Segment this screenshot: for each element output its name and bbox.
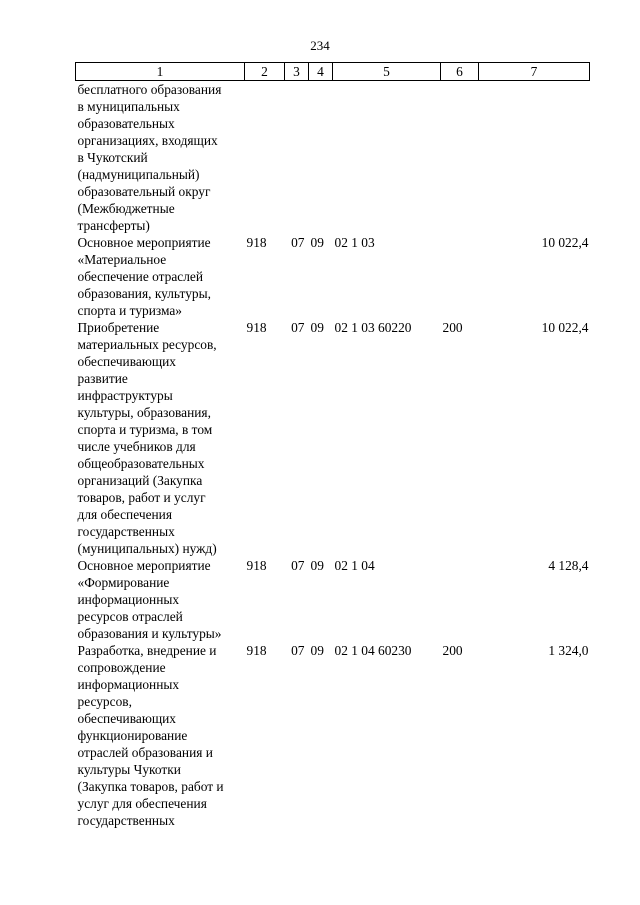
subsection-code-cell: 09 xyxy=(310,558,324,573)
item-name-line: обеспечение отраслей xyxy=(77,269,204,284)
column-header-4: 4 xyxy=(309,63,333,81)
target-item-code-cell xyxy=(333,81,441,235)
item-name-line: образования, культуры, xyxy=(77,286,211,301)
expense-type-code-cell xyxy=(441,557,479,642)
admin-code-cell xyxy=(245,81,285,235)
item-name-line: развитие xyxy=(77,371,128,386)
column-header-6: 6 xyxy=(441,63,479,81)
item-name-line: бесплатного образования xyxy=(77,82,222,97)
item-name-line: организаций (Закупка xyxy=(77,473,203,488)
section-code-cell xyxy=(285,81,309,235)
target-item-code-cell: 02 1 03 60220 xyxy=(334,320,412,335)
column-number-header-row xyxy=(76,63,590,81)
item-name-line: сопровождение xyxy=(77,660,166,675)
item-name-line: услуг для обеспечения xyxy=(77,796,207,811)
item-name-line: для обеспечения xyxy=(77,507,172,522)
section-code-cell: 07 xyxy=(291,643,305,658)
item-name-cell xyxy=(76,319,245,557)
item-name-line: общеобразовательных xyxy=(77,456,205,471)
item-name-line: образования и культуры» xyxy=(77,626,222,641)
item-name-line: «Формирование xyxy=(77,575,170,590)
subsection-code-cell: 09 xyxy=(310,643,324,658)
item-name-line: культуры Чукотки xyxy=(77,762,181,777)
item-name-line: функционирование xyxy=(77,728,188,743)
item-name-line: (Закупка товаров, работ и xyxy=(77,779,224,794)
item-name-line: культуры, образования, xyxy=(77,405,211,420)
item-name-line: числе учебников для xyxy=(77,439,196,454)
section-code-cell: 07 xyxy=(291,235,305,250)
table-row xyxy=(76,81,590,235)
table-row xyxy=(76,319,590,557)
item-name-line: трансферты) xyxy=(77,218,150,233)
column-header-2: 2 xyxy=(245,63,285,81)
section-code-cell: 07 xyxy=(291,558,305,573)
admin-code-cell: 918 xyxy=(246,320,267,335)
column-header-5: 5 xyxy=(333,63,441,81)
item-name-line: обеспечивающих xyxy=(77,711,176,726)
item-name-cell xyxy=(76,81,245,235)
section-code-cell: 07 xyxy=(291,320,305,335)
column-header-7: 7 xyxy=(479,63,590,81)
column-header-1: 1 xyxy=(76,63,245,81)
item-name-line: образовательных xyxy=(77,116,175,131)
item-name-line: организациях, входящих xyxy=(77,133,218,148)
subsection-code-cell: 09 xyxy=(310,320,324,335)
subsection-code-cell: 09 xyxy=(310,235,324,250)
budget-table xyxy=(75,62,590,829)
table-row xyxy=(76,642,590,829)
item-name-line: инфраструктуры xyxy=(77,388,173,403)
item-name-line: Основное мероприятие xyxy=(77,235,211,250)
expense-type-code-cell: 200 xyxy=(442,643,463,658)
item-name-line: в муниципальных xyxy=(77,99,180,114)
item-name-line: Разработка, внедрение и xyxy=(77,643,217,658)
table-row xyxy=(76,557,590,642)
item-name-line: в Чукотский xyxy=(77,150,148,165)
table-row xyxy=(76,234,590,319)
column-header-3: 3 xyxy=(285,63,309,81)
item-name-line: ресурсов отраслей xyxy=(77,609,183,624)
page-number: 234 xyxy=(310,38,330,53)
target-item-code-cell: 02 1 03 xyxy=(334,235,375,250)
item-name-line: образовательный округ xyxy=(77,184,211,199)
expense-type-code-cell xyxy=(441,234,479,319)
amount-cell: 10 022,4 xyxy=(541,235,589,250)
amount-cell: 1 324,0 xyxy=(548,643,589,658)
amount-cell xyxy=(479,81,590,235)
item-name-line: спорта и туризма» xyxy=(77,303,182,318)
admin-code-cell: 918 xyxy=(246,643,267,658)
item-name-line: «Материальное xyxy=(77,252,167,267)
admin-code-cell: 918 xyxy=(246,558,267,573)
expense-type-code-cell xyxy=(441,81,479,235)
expense-type-code-cell: 200 xyxy=(442,320,463,335)
item-name-line: отраслей образования и xyxy=(77,745,213,760)
item-name-cell xyxy=(76,234,245,319)
item-name-line: материальных ресурсов, xyxy=(77,337,217,352)
item-name-line: (Межбюджетные xyxy=(77,201,175,216)
item-name-line: информационных xyxy=(77,677,180,692)
target-item-code-cell: 02 1 04 60230 xyxy=(334,643,412,658)
subsection-code-cell xyxy=(309,81,333,235)
item-name-line: государственных xyxy=(77,813,175,828)
item-name-line: государственных xyxy=(77,524,175,539)
item-name-line: Основное мероприятие xyxy=(77,558,211,573)
item-name-line: (муниципальных) нужд) xyxy=(77,541,217,556)
item-name-cell xyxy=(76,557,245,642)
item-name-line: информационных xyxy=(77,592,180,607)
item-name-line: обеспечивающих xyxy=(77,354,176,369)
item-name-line: ресурсов, xyxy=(77,694,132,709)
amount-cell: 10 022,4 xyxy=(541,320,589,335)
item-name-cell xyxy=(76,642,245,829)
amount-cell: 4 128,4 xyxy=(548,558,589,573)
item-name-line: спорта и туризма, в том xyxy=(77,422,213,437)
item-name-line: (надмуниципальный) xyxy=(77,167,200,182)
item-name-line: Приобретение xyxy=(77,320,160,335)
target-item-code-cell: 02 1 04 xyxy=(334,558,375,573)
admin-code-cell: 918 xyxy=(246,235,267,250)
item-name-line: товаров, работ и услуг xyxy=(77,490,206,505)
